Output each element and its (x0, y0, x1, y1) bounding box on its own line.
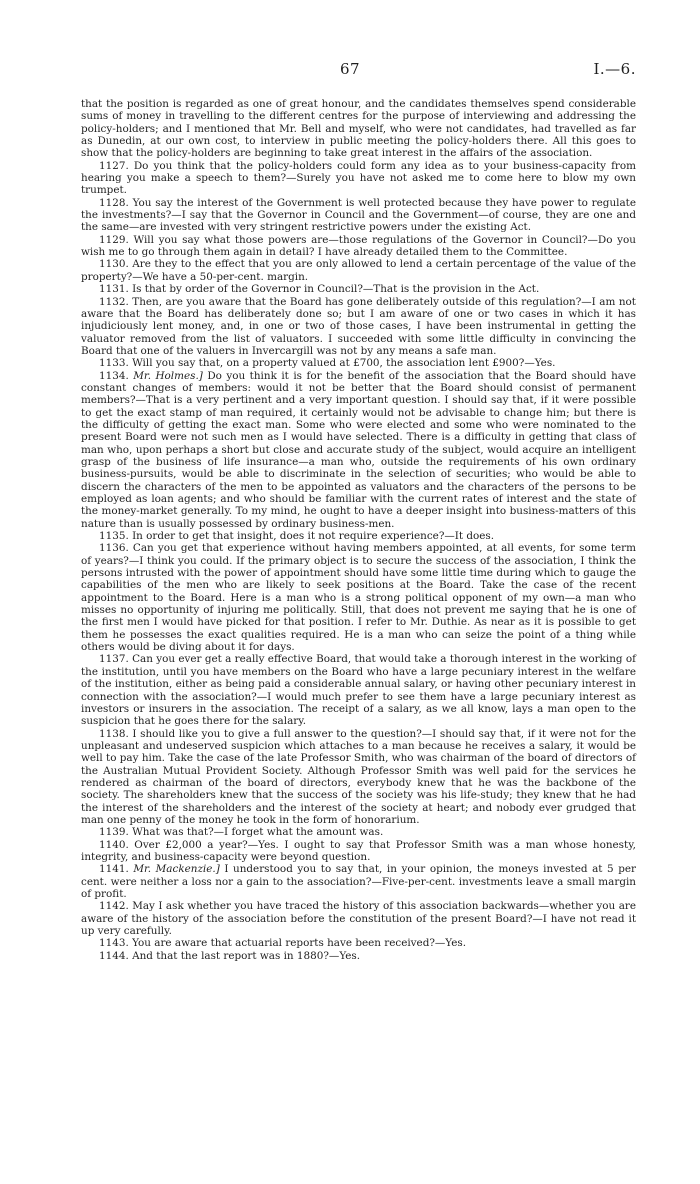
paragraph (81, 160, 636, 197)
paragraph (81, 839, 636, 864)
paragraph-text: Over £2,000 a year?—Yes. I ought to say that Professor Smith was a man whose honesty, integrity, and business-capacity were beyond question. (81, 838, 636, 863)
question-number: 1133. (99, 357, 129, 370)
paragraph (81, 530, 636, 542)
paragraph-text: May I ask whether you have traced the history of this association backwards—whether you are aware of the history of the association before the constitution of the present Board?—I have not read it up very carefully. (81, 900, 637, 938)
paragraph-text: Is that by order of the Governor in Council?—That is the provision in the Act. (132, 283, 540, 296)
paragraph-text: Do you think it is for the benefit of the association that the Board should have constant changes of members: would it not be better that the Board should consist of permanent members?—That is a very pertinent and a very important question. I should say that, if it were possible to get the exact stamp of man required, it certainly would not be advisable to change him; but there is the difficulty of getting the exact man. Some who were elected and some who were nominated to the present Board were not such men as I would have selected. There is a difficulty in getting that class of man who, upon perhaps a short but close and accurate study of the subject, would acquire an intelligent grasp of the business of life insurance—a man who, outside the requirements of his own ordinary business-pursuits, would be able to discriminate in the selection of securities; who would be able to discern the characters of the men to be appointed as valuators and the characters of the persons to be employed as loan agents; and who should be familiar with the current rates of interest and the state of the money-market generally. To my mind, he ought to have a deeper insight into business-matters of this nature than is usually possessed by ordinary business-men. (81, 369, 636, 530)
paragraph (81, 950, 636, 962)
paragraph (81, 900, 636, 937)
paragraph-text: What was that?—I forget what the amount was. (132, 826, 384, 839)
paragraph (81, 296, 636, 358)
question-number: 1136. (99, 542, 129, 555)
paragraph-text: Can you ever get a really effective Board, that would take a thorough interest in the working of the institution, until you have members on the Board who have a large pecuniary interest in the welfare of the institution, either as being paid a considerable annual salary, or having other pecuniary interest in connection with the association?—I would much prefer to see them have a large pecuniary interest as investors or insurers in the association. The receipt of a salary, as we all know, lays a man open to the suspicion that he goes there for the salary. (81, 653, 636, 728)
paragraph (81, 197, 636, 234)
paragraph (81, 98, 636, 160)
paragraph-text: Then, are you aware that the Board has gone deliberately outside of this regulation?—I am not aware that the Board has deliberately done so; but I am aware of one or two cases in which it has injudiciously lent money, and, in one or two of those cases, I have been instrumental in getting the valuator removed from the list of valuators. I succeeded with some little difficulty in convincing the Board that one of the valuers in Invercargill was not by any means a safe man. (81, 295, 636, 357)
paragraph-text: You are aware that actuarial reports have been received?—Yes. (132, 937, 467, 950)
paragraph (81, 258, 636, 283)
paragraph (81, 542, 636, 653)
paragraph (81, 937, 636, 949)
question-number: 1137. (99, 653, 129, 666)
question-number: 1129. (99, 233, 129, 246)
paragraph (81, 283, 636, 295)
paragraph (81, 370, 636, 530)
paragraph-text: I should like you to give a full answer to the question?—I should say that, if it were not for the unpleasant and undeserved suspicion which attaches to a man because he receives a salary, it would be well to pay him. Take the case of the late Professor Smith, who was chairman of the board of directors of the Australian Mutual Provident Society. Although Professor Smith was well paid for the services he rendered as chairman of the board of directors, everybody knew that he was the backbone of the society. The shareholders knew that the success of the society was his life-study; they knew that he had the interest of the shareholders and the interest of the society at heart; and nobody ever grudged that man one penny of the money he took in the form of honorarium. (81, 727, 636, 826)
question-number: 1139. (99, 826, 129, 839)
question-number: 1144. (99, 949, 129, 962)
paragraph-text: that the position is regarded as one of great honour, and the candidates themselves spend considerable sums of money in travelling to the different centres for the purpose of interviewing and addressing the policy-holders; and I mentioned that Mr. Bell and myself, who were not candidates, had travelled as far as Dunedin, at our own cost, to interview in public meeting the policy-holders there. All this goes to show that the policy-holders are beginning to take great interest in the affairs of the association. (81, 98, 636, 160)
paragraph-text: Are they to the effect that you are only allowed to lend a certain percentage of the value of the property?—We have a 50-per-cent. margin. (81, 258, 636, 283)
paragraph-text: And that the last report was in 1880?—Yes. (132, 949, 361, 962)
paragraph-text: I understood you to say that, in your opinion, the moneys invested at 5 per cent. were neither a loss nor a gain to the association?—Five-per-cent. investments leave a small margin of profit. (81, 863, 636, 900)
question-number: 1128. (99, 196, 129, 209)
paragraph (81, 728, 636, 827)
question-number: 1135. (99, 530, 129, 543)
speaker-name: Mr. Mackenzie.] (133, 863, 220, 876)
paragraph-text: In order to get that insight, does it not require experience?—It does. (132, 530, 495, 543)
question-number: 1142. (99, 900, 129, 913)
paragraph-text: You say the interest of the Government is well protected because they have power to regulate the investments?—I say that the Governor in Council and the Government—of course, they are one and the same—are invested with very stringent restrictive powers under the existing Act. (81, 196, 636, 234)
question-number: 1131. (99, 283, 129, 296)
question-number: 1134. (99, 369, 129, 382)
paragraph-text: Will you say that, on a property valued at £700, the association lent £900?—Yes. (132, 357, 556, 370)
paragraph (81, 826, 636, 838)
question-number: 1141. (99, 863, 129, 876)
question-number: 1132. (99, 295, 129, 308)
paragraph-text: Will you say what those powers are—those regulations of the Governor in Council?—Do you wish me to go through them again in detail? I have already detailed them to the Committee. (81, 233, 636, 259)
body-text (81, 98, 636, 962)
paragraph (81, 653, 636, 727)
paragraph (81, 863, 636, 900)
question-number: 1127. (99, 159, 129, 172)
paragraph-text: Can you get that experience without having members appointed, at all events, for some term of years?—I think you could. If the primary object is to secure the success of the association, I think the persons intrusted with the power of appointment should have some little time during which to gauge the capabilities of the men who are likely to seek positions at the Board. Take the case of the recent appointment to the Board. Here is a man who is a strong political opponent of my own—a man who misses no opportunity of injuring me politically. Still, that does not prevent me saying that he is one of the first men I would have picked for that position. I refer to Mr. Duthie. As near as it is possible to get them he possesses the exact qualities required. He is a man who can seize the point of a thing while others would be diving about it for days. (81, 542, 636, 654)
paragraph-text: Do you think that the policy-holders could form any idea as to your business-capacity from hearing you make a speech to them?—Surely you have not asked me to come here to blow my own trumpet. (81, 159, 636, 197)
speaker-name: Mr. Holmes.] (133, 369, 203, 382)
question-number: 1140. (99, 838, 129, 851)
question-number: 1143. (99, 937, 129, 950)
document-reference: I.—6. (593, 60, 636, 78)
paragraph (81, 234, 636, 259)
page-number: 67 (339, 60, 361, 78)
paragraph (81, 357, 636, 369)
question-number: 1130. (99, 258, 129, 271)
question-number: 1138. (99, 727, 129, 740)
